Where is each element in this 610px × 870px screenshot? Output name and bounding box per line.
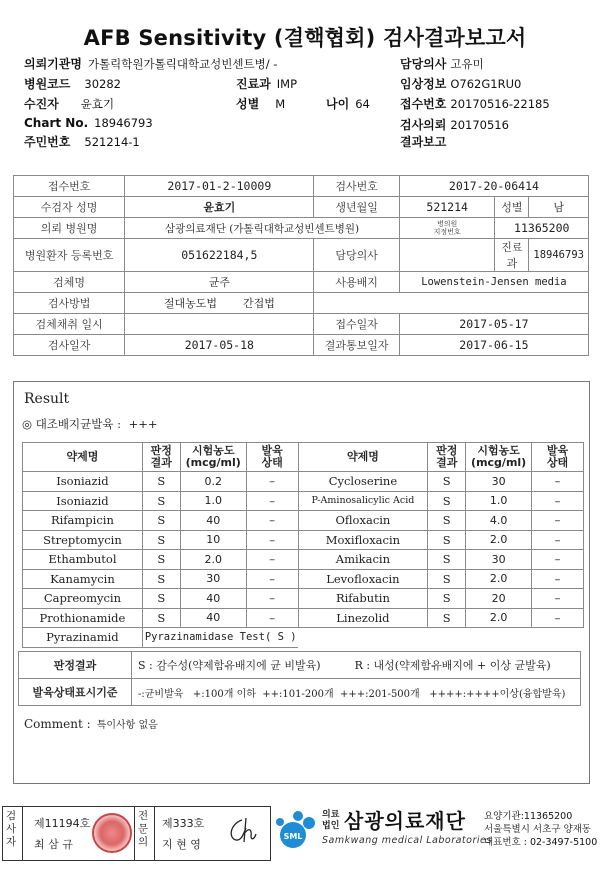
- drug-sensitivity-table: [22, 442, 584, 648]
- col-conc: 시험농도 (mcg/ml): [466, 443, 532, 472]
- growth-criteria-value: -:균비발육 +:100개 이하 ++:101-200개 +++:201-500개 ++++:++++이상(융합발육): [132, 679, 581, 706]
- dept-row: 진료과 IMP: [236, 77, 298, 91]
- org-info: 요양기관:11365200 서울특별시 서초구 양재동 대표번호 : 02-3497-5100: [484, 811, 598, 848]
- left-drug-cell: Streptomycin: [23, 530, 143, 550]
- collect-value: [125, 314, 314, 335]
- hospital-code-row: 병원코드 30282: [24, 77, 121, 91]
- judgement-value: S : 감수성(약제함유배지에 균 비발육) R : 내성(약제함유배지에 + 이상 균발육): [132, 652, 581, 679]
- left-judg-cell: S: [142, 550, 180, 570]
- left-growth-cell: –: [246, 530, 298, 550]
- left-growth-cell: –: [246, 511, 298, 531]
- left-drug-cell: Prothionamide: [23, 608, 143, 628]
- result-title: Result: [24, 391, 70, 407]
- left-judg-cell: S: [142, 472, 180, 492]
- notice-date-label: 결과통보일자: [314, 335, 399, 356]
- col-judg: 판정 결과: [428, 443, 466, 472]
- notice-date-value: 2017-06-15: [399, 335, 588, 356]
- test-no-label: 검사번호: [314, 176, 399, 197]
- comment: Comment : 특이사항 없음: [24, 717, 158, 731]
- right-conc-cell: 4.0: [466, 511, 532, 531]
- patient-name-value: 윤효기: [125, 197, 314, 218]
- right-conc-cell: 1.0: [466, 491, 532, 511]
- right-drug-cell: Levofloxacin: [298, 569, 428, 589]
- pza-drug: Pyrazinamid: [23, 628, 143, 648]
- right-judg-cell: S: [428, 550, 466, 570]
- medium-value: Lowenstein-Jensen media: [399, 272, 588, 293]
- table-row: [23, 530, 584, 550]
- pza-result: Pyrazinamidase Test( S ): [142, 628, 298, 648]
- left-conc-cell: 10: [180, 530, 246, 550]
- right-judg-cell: S: [428, 589, 466, 609]
- table-row: [23, 472, 584, 492]
- judgement-label: 판정결과: [19, 652, 132, 679]
- right-conc-cell: 20: [466, 589, 532, 609]
- col-drug: 약제명: [298, 443, 428, 472]
- specialist-label: 전문의: [138, 810, 149, 848]
- col-growth: 발육 상태: [246, 443, 298, 472]
- left-drug-cell: Kanamycin: [23, 569, 143, 589]
- table-row: [23, 569, 584, 589]
- col-drug: 약제명: [23, 443, 143, 472]
- table-row: [23, 491, 584, 511]
- left-growth-cell: –: [246, 608, 298, 628]
- dept-label: 진료과: [495, 239, 529, 272]
- right-drug-cell: Cycloserine: [298, 472, 428, 492]
- org-small: 의료 법인: [322, 810, 340, 831]
- left-conc-cell: 30: [180, 569, 246, 589]
- right-drug-cell: Amikacin: [298, 550, 428, 570]
- right-drug-cell: Rifabutin: [298, 589, 428, 609]
- right-judg-cell: S: [428, 569, 466, 589]
- right-drug-cell: P-Aminosalicylic Acid: [298, 491, 428, 511]
- specimen-value: 균주: [125, 272, 314, 293]
- right-judg-cell: S: [428, 472, 466, 492]
- right-conc-cell: 2.0: [466, 608, 532, 628]
- right-judg-cell: S: [428, 511, 466, 531]
- table-row: [23, 550, 584, 570]
- medium-label: 사용배지: [314, 272, 399, 293]
- right-growth-cell: –: [532, 608, 584, 628]
- hospital-label: 의뢰 병원명: [14, 218, 125, 239]
- right-conc-cell: 30: [466, 472, 532, 492]
- method-value: 절대농도법 간접법: [125, 293, 314, 314]
- table-row: [23, 589, 584, 609]
- test-date-value: 2017-05-18: [125, 335, 314, 356]
- left-judg-cell: S: [142, 491, 180, 511]
- sex-value: 남: [529, 197, 589, 218]
- right-drug-cell: Linezolid: [298, 608, 428, 628]
- sex-label: 성별: [495, 197, 529, 218]
- birth-value: 521214: [399, 197, 495, 218]
- right-conc-cell: 2.0: [466, 569, 532, 589]
- right-drug-cell: Ofloxacin: [298, 511, 428, 531]
- col-judg: 판정 결과: [142, 443, 180, 472]
- report-row: 결과보고: [400, 135, 447, 149]
- col-growth: 발육 상태: [532, 443, 584, 472]
- right-judg-cell: S: [428, 608, 466, 628]
- table-row: [23, 608, 584, 628]
- receipt-no-label: 접수번호: [14, 176, 125, 197]
- right-growth-cell: –: [532, 530, 584, 550]
- right-growth-cell: –: [532, 472, 584, 492]
- left-drug-cell: Capreomycin: [23, 589, 143, 609]
- col-conc: 시험농도 (mcg/ml): [180, 443, 246, 472]
- reg-label: 병원환자 등록번호: [14, 239, 125, 272]
- left-conc-cell: 40: [180, 511, 246, 531]
- left-judg-cell: S: [142, 530, 180, 550]
- table-row: [23, 511, 584, 531]
- left-conc-cell: 0.2: [180, 472, 246, 492]
- left-judg-cell: S: [142, 511, 180, 531]
- control-growth: ◎ 대조배지균발육 : +++: [22, 417, 158, 431]
- left-growth-cell: –: [246, 569, 298, 589]
- right-growth-cell: –: [532, 589, 584, 609]
- right-judg-cell: S: [428, 530, 466, 550]
- age-row: 나이 64: [326, 97, 370, 111]
- left-conc-cell: 40: [180, 589, 246, 609]
- resident-row: 주민번호 521214-1: [24, 135, 140, 149]
- left-judg-cell: S: [142, 569, 180, 589]
- left-drug-cell: Ethambutol: [23, 550, 143, 570]
- doctor-value: [399, 239, 495, 272]
- left-conc-cell: 40: [180, 608, 246, 628]
- svg-text:SML: SML: [283, 832, 303, 841]
- hospital-value: 삼광의료재단 (가톨릭대학교성빈센트병원): [125, 218, 400, 239]
- patient-name-label: 수검자 성명: [14, 197, 125, 218]
- receipt-no-value: 2017-01-2-10009: [125, 176, 314, 197]
- institution-row: 의뢰기관명 가톨릭학원가톨릭대학교성빈센트병/ -: [24, 57, 278, 71]
- patient-info-table: [13, 175, 589, 356]
- reg-value: 051622184,5: [125, 239, 314, 272]
- chart-row: Chart No. 18946793: [24, 116, 153, 130]
- right-conc-cell: 30: [466, 550, 532, 570]
- request-row: 검사의뢰 20170516: [400, 118, 509, 132]
- clinical-row: 임상정보 O762G1RU0: [400, 77, 522, 91]
- left-growth-cell: –: [246, 550, 298, 570]
- birth-label: 생년월일: [314, 197, 399, 218]
- right-growth-cell: –: [532, 491, 584, 511]
- right-judg-cell: S: [428, 491, 466, 511]
- specialist-no: 제333호: [162, 817, 205, 830]
- left-conc-cell: 2.0: [180, 550, 246, 570]
- right-growth-cell: –: [532, 550, 584, 570]
- report-title: AFB Sensitivity (결핵협회) 검사결과보고서: [83, 26, 527, 50]
- signature-icon: [224, 814, 258, 846]
- left-drug-cell: Isoniazid: [23, 472, 143, 492]
- left-growth-cell: –: [246, 491, 298, 511]
- growth-criteria-label: 발육상태표시기준: [19, 679, 132, 706]
- left-conc-cell: 1.0: [180, 491, 246, 511]
- left-drug-cell: Rifampicin: [23, 511, 143, 531]
- left-growth-cell: –: [246, 589, 298, 609]
- right-drug-cell: Moxifloxacin: [298, 530, 428, 550]
- left-drug-cell: Isoniazid: [23, 491, 143, 511]
- receipt-date-value: 2017-05-17: [399, 314, 588, 335]
- dept-value: 18946793: [529, 239, 589, 272]
- receipt-row: 접수번호 20170516-22185: [400, 97, 550, 111]
- left-judg-cell: S: [142, 589, 180, 609]
- sex-row: 성별 M: [236, 97, 286, 111]
- collect-label: 검체채취 일시: [14, 314, 125, 335]
- method-label: 검사방법: [14, 293, 125, 314]
- right-conc-cell: 2.0: [466, 530, 532, 550]
- tester-label: 검사자: [6, 810, 17, 848]
- test-date-label: 검사일자: [14, 335, 125, 356]
- tester-seal-icon: [92, 813, 132, 853]
- tester-no: 제11194호: [34, 817, 91, 830]
- doctor-row: 담당의사 고유미: [400, 57, 484, 71]
- collector-row: 수진자 윤효기: [24, 97, 115, 111]
- sml-logo-icon: [271, 805, 321, 855]
- hospital-code-label: 병의원 지정번호: [399, 218, 495, 239]
- right-growth-cell: –: [532, 511, 584, 531]
- tester-name: 최 삼 규: [34, 838, 73, 851]
- specimen-label: 검체명: [14, 272, 125, 293]
- receipt-date-label: 접수일자: [314, 314, 399, 335]
- specialist-name: 지 현 영: [162, 838, 201, 851]
- left-judg-cell: S: [142, 608, 180, 628]
- left-growth-cell: –: [246, 472, 298, 492]
- doctor-label: 담당의사: [314, 239, 399, 272]
- test-no-value: 2017-20-06414: [399, 176, 588, 197]
- org-en: Samkwang medical Laboratories: [322, 835, 492, 846]
- right-growth-cell: –: [532, 569, 584, 589]
- hospital-code-value: 11365200: [495, 218, 589, 239]
- org-name: 삼광의료재단: [344, 809, 466, 833]
- judgement-table: [18, 651, 581, 706]
